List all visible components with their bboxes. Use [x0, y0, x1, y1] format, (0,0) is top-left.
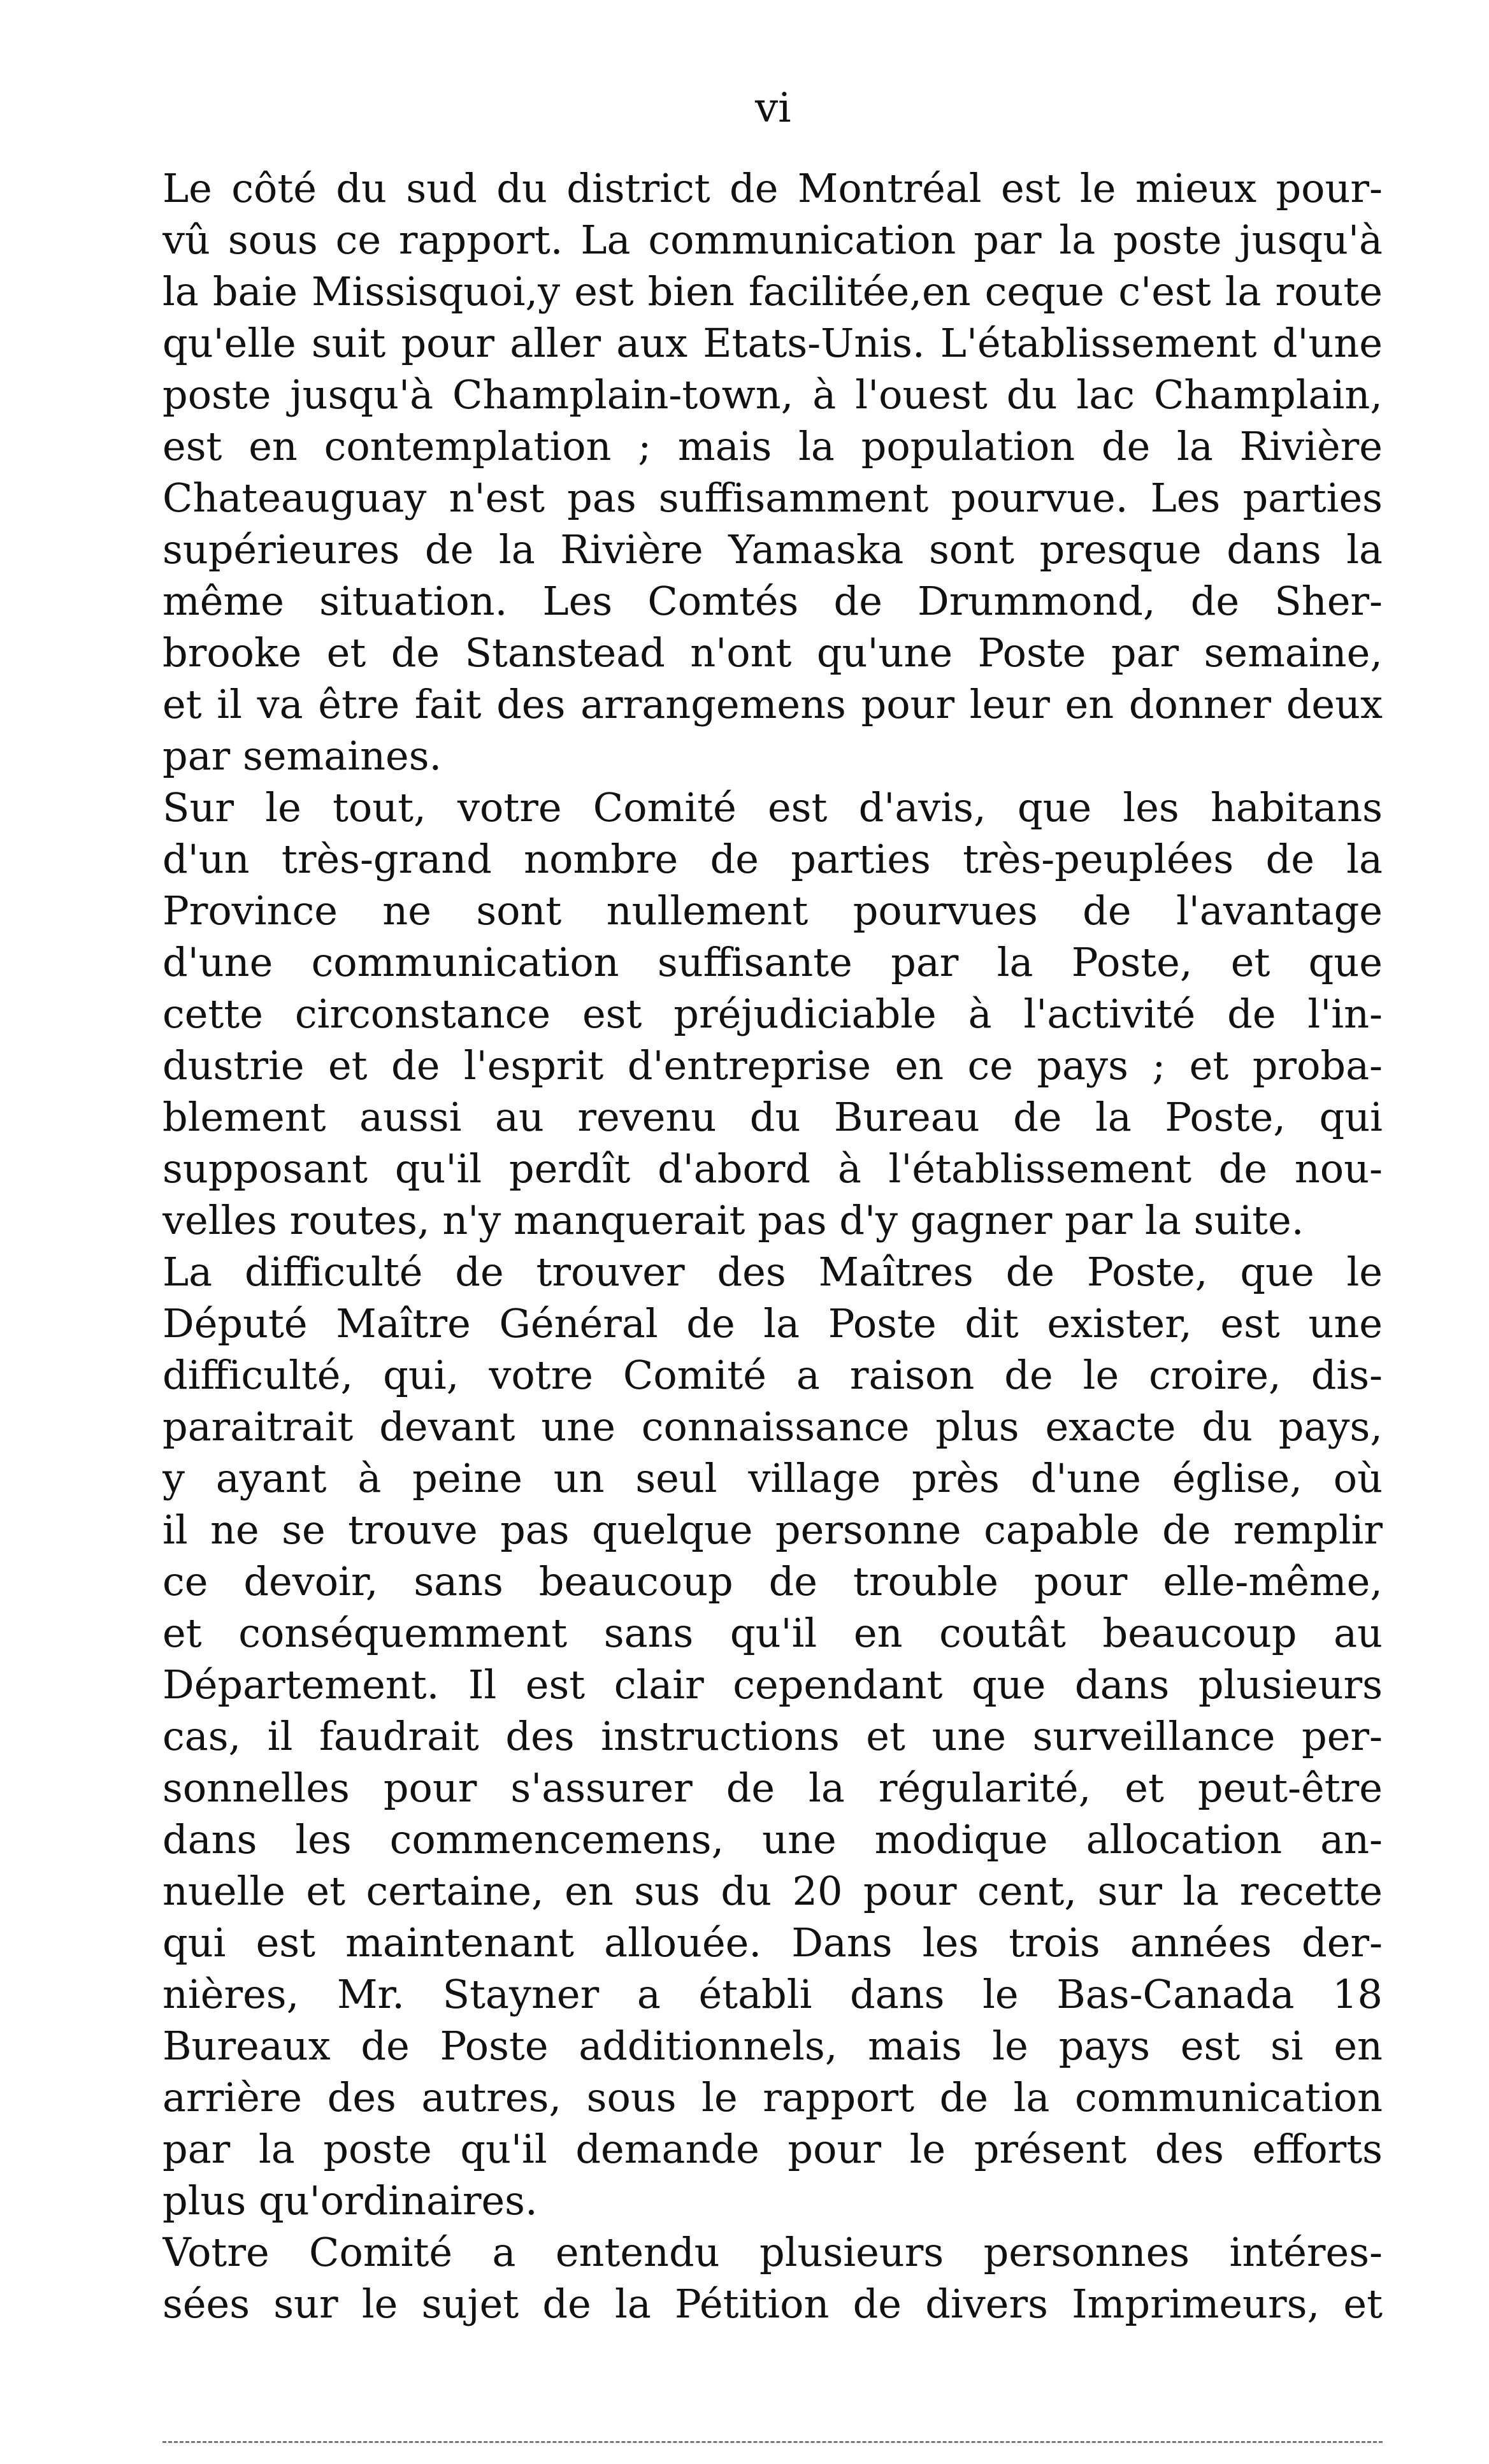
text-line: nières, Mr. Stayner a établi dans le Bas-Canada 18	[162, 1971, 1383, 2017]
text-line: sonnelles pour s'assurer de la régularité, et peut-être	[162, 1765, 1383, 1811]
text-line: par la poste qu'il demande pour le présent des efforts	[162, 2126, 1383, 2172]
text-line: par semaines.	[162, 733, 442, 779]
text-line: Le côté du sud du district de Montréal est le mieux pour-	[162, 165, 1383, 211]
text-line: arrière des autres, sous le rapport de la communication	[162, 2074, 1383, 2121]
text-line: supérieures de la Rivière Yamaska sont presque dans la	[162, 526, 1383, 573]
text-line: d'un très-grand nombre de parties très-peuplées de la	[162, 836, 1383, 882]
text-line: Sur le tout, votre Comité est d'avis, que les habitans	[162, 784, 1383, 831]
text-line: blement aussi au revenu du Bureau de la Poste, qui	[162, 1094, 1383, 1140]
footer-rule	[162, 2441, 1383, 2443]
text-line: dans les commencemens, une modique allocation an-	[162, 1816, 1383, 1863]
text-line: d'une communication suffisante par la Poste, et que	[162, 939, 1383, 985]
text-line: même situation. Les Comtés de Drummond, de Sher-	[162, 578, 1383, 624]
text-line: y ayant à peine un seul village près d'une église, où	[162, 1455, 1383, 1501]
text-line: Bureaux de Poste additionnels, mais le pays est si en	[162, 2023, 1383, 2069]
text-line: Député Maître Général de la Poste dit exister, est une	[162, 1300, 1383, 1347]
text-line: ce devoir, sans beaucoup de trouble pour elle-même,	[162, 1558, 1383, 1605]
text-line: et conséquemment sans qu'il en coutât beaucoup au	[162, 1610, 1383, 1656]
text-line: supposant qu'il perdît d'abord à l'établissement de nou-	[162, 1145, 1383, 1192]
text-line: difficulté, qui, votre Comité a raison de le croire, dis-	[162, 1352, 1383, 1398]
text-line: brooke et de Stanstead n'ont qu'une Poste par semaine,	[162, 629, 1383, 676]
text-line: Province ne sont nullement pourvues de l'avantage	[162, 887, 1383, 934]
text-line: et il va être fait des arrangemens pour leur en donner deux	[162, 681, 1383, 727]
text-line: qui est maintenant allouée. Dans les trois années der-	[162, 1919, 1383, 1966]
text-line: Département. Il est clair cependant que dans plusieurs	[162, 1661, 1383, 1708]
text-line: cas, il faudrait des instructions et une surveillance per-	[162, 1713, 1383, 1759]
body-text	[162, 162, 1383, 2330]
text-line: poste jusqu'à Champlain-town, à l'ouest du lac Champlain,	[162, 371, 1383, 418]
text-line: paraitrait devant une connaissance plus exacte du pays,	[162, 1403, 1383, 1450]
text-line: dustrie et de l'esprit d'entreprise en ce pays ; et proba-	[162, 1042, 1383, 1089]
text-line: Chateauguay n'est pas suffisamment pourvue. Les parties	[162, 475, 1383, 521]
text-line: La difficulté de trouver des Maîtres de Poste, que le	[162, 1249, 1383, 1295]
text-line: il ne se trouve pas quelque personne capable de remplir	[162, 1507, 1383, 1553]
page-number: vi	[755, 85, 791, 132]
text-line: la baie Missisquoi,y est bien facilitée,en ceque c'est la route	[162, 268, 1383, 315]
text-line: vû sous ce rapport. La communication par la poste jusqu'à	[162, 217, 1383, 263]
text-line: cette circonstance est préjudiciable à l'activité de l'in-	[162, 991, 1383, 1037]
text-line: nuelle et certaine, en sus du 20 pour cent, sur la recette	[162, 1868, 1383, 1914]
text-line: sées sur le sujet de la Pétition de divers Imprimeurs, et	[162, 2281, 1383, 2327]
text-line: plus qu'ordinaires.	[162, 2177, 538, 2224]
text-line: est en contemplation ; mais la population de la Rivière	[162, 423, 1383, 469]
text-line: qu'elle suit pour aller aux Etats-Unis. L'établissement d'une	[162, 320, 1383, 366]
text-line: Votre Comité a entendu plusieurs personnes intéres-	[162, 2229, 1383, 2275]
text-line: velles routes, n'y manquerait pas d'y gagner par la suite.	[162, 1197, 1304, 1243]
